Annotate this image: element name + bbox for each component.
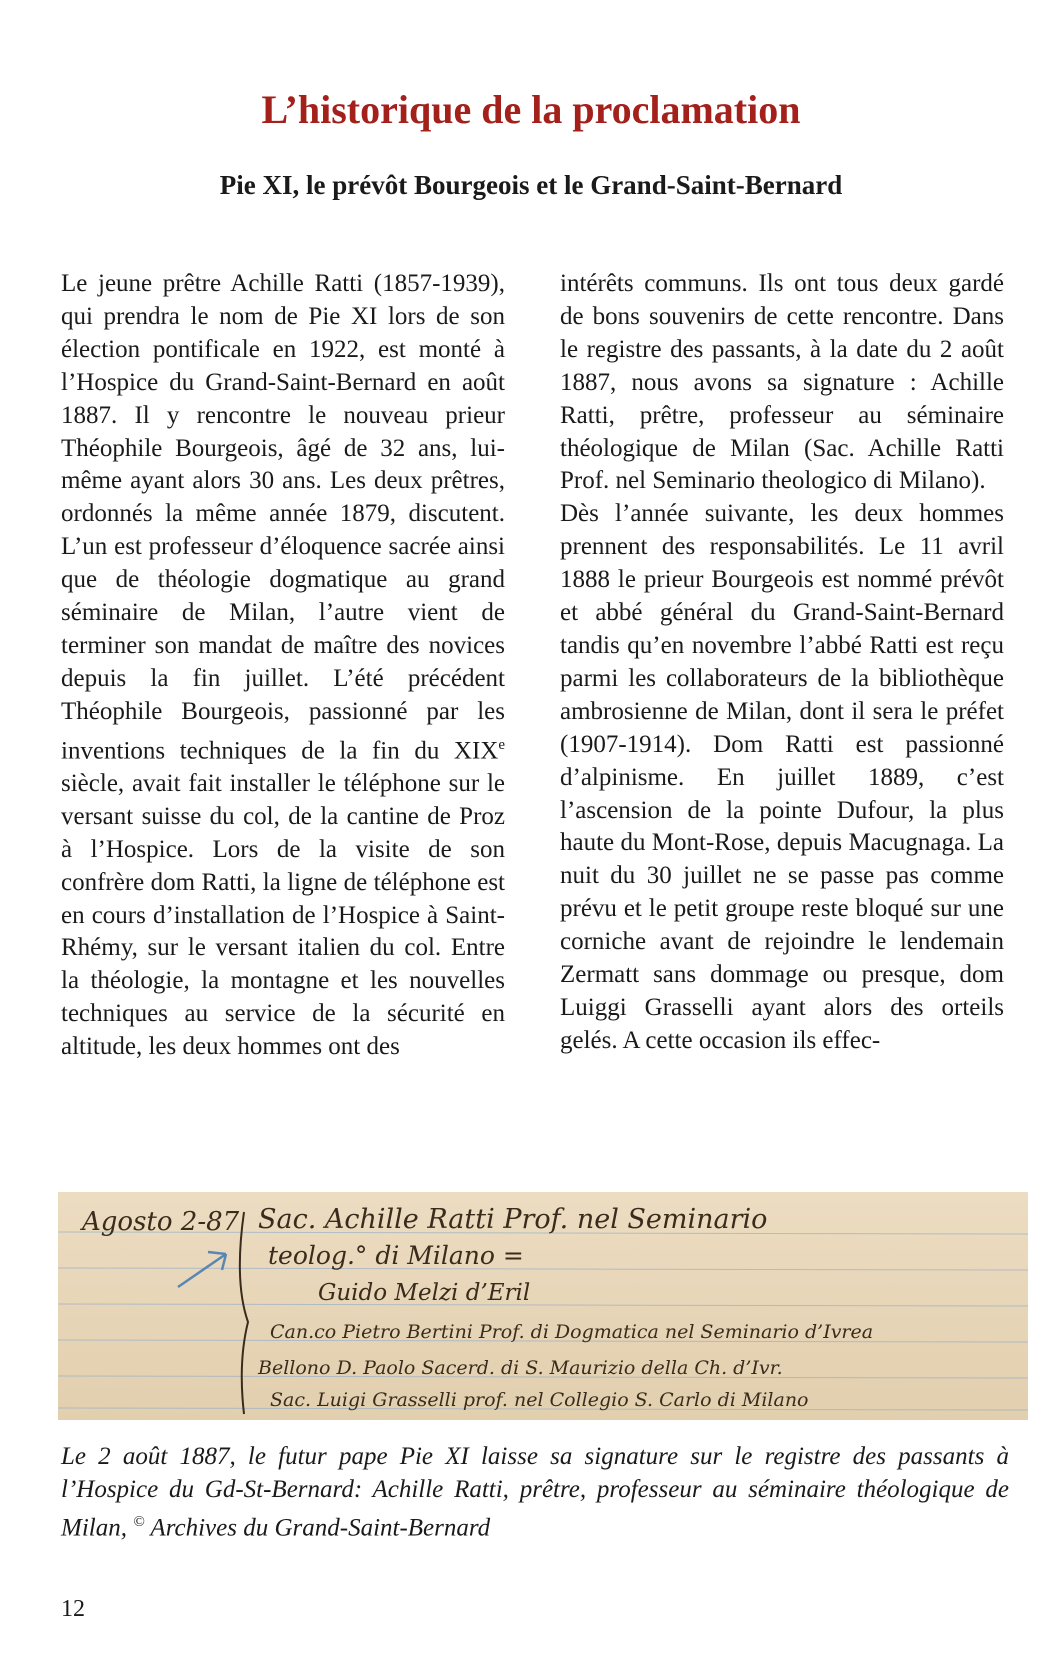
page-number: 12 xyxy=(61,1596,85,1622)
century-superscript: e xyxy=(498,736,506,753)
left-column-paragraph xyxy=(61,268,505,1064)
century-numeral: XIX xyxy=(453,737,499,765)
manuscript-line-3: Guido Melzi d’Eril xyxy=(318,1280,531,1306)
caption-text: Le 2 août 1887, le futur pape Pie XI laisse sa signature sur le registre des passants à l’Hospice du Gd-St-Bernard: Achille Ratti, prêtre, professeur au séminaire théologique de Milan, xyxy=(61,1443,1009,1542)
manuscript-register-image xyxy=(58,1192,1028,1420)
left-column-text-end: siècle, avait fait installer le téléphone sur le versant suisse du col, de la cantine de Proz à l’Hospice. Lors de la visite de son confrère dom Ratti, la ligne de téléphone est en cours d’installation de l’Hospice à Saint-Rhémy, sur le versant italien du col. Entre la théologie, la montagne et les nouvelles techniques au service de la sécurité en altitude, les deux hommes ont des xyxy=(61,769,505,1061)
left-column xyxy=(61,268,505,1064)
manuscript-line-6: Sac. Luigi Grasselli prof. nel Collegio S. Carlo di Milano xyxy=(270,1389,809,1411)
right-column xyxy=(560,268,1004,1058)
page-title: L’historique de la proclamation xyxy=(261,87,801,132)
right-column-paragraph-1: intérêts communs. Ils ont tous deux gardé de bons souvenirs de cette rencontre. Dans le registre des passants, à la date du 2 août 1887, nous avons sa signature : Achille Ratti, prêtre, professeur au séminaire théologique de Milan (Sac. Achille Ratti Prof. nel Seminario theologico di Milano). xyxy=(560,270,1004,495)
manuscript-date: Agosto 2-87 xyxy=(82,1207,240,1237)
caption-credit: Archives du Grand-Saint-Bernard xyxy=(144,1514,491,1542)
right-column-paragraph-2: Dès l’année suivante, les deux hommes prennent des responsabilités. Le 11 avril 1888 le prieur Bourgeois est nommé prévôt et abbé général du Grand-Saint-Bernard tandis qu’en novembre l’abbé Ratti est reçu parmi les collaborateurs de la bibliothèque ambrosienne de Milan, dont il sera le préfet (1907-1914). Dom Ratti est passionné d’alpinisme. En juillet 1889, c’est l’ascension de la pointe Dufour, la plus haute du Mont-Rose, depuis Macugnaga. La nuit du 30 juillet ne se passe pas comme prévu et le petit groupe reste bloqué sur une corniche avant de rejoindre le lendemain Zermatt sans dommage ou presque, dom Luiggi Grasselli ayant alors des orteils gelés. A cette occasion ils effec- xyxy=(560,500,1004,1054)
copyright-symbol: © xyxy=(133,1514,145,1530)
left-column-text: Le jeune prêtre Achille Ratti (1857-1939), qui prendra le nom de Pie XI lors de son élection pontificale en 1922, est monté à l’Hospice du Grand-Saint-Bernard en août 1887. Il y rencontre le nouveau prieur Théophile Bourgeois, âgé de 32 ans, lui-même ayant alors 30 ans. Les deux prêtres, ordonnés la même année 1879, discutent. L’un est professeur d’éloquence sacrée ainsi que de théologie dogmatique au grand séminaire de Milan, l’autre vient de terminer son mandat de maître des novices depuis la fin juillet. L’été précédent Théophile Bourgeois, passionné par les inventions techniques de la fin du xyxy=(61,270,505,765)
manuscript-line-5: Bellono D. Paolo Sacerd. di S. Maurizio della Ch. d’Ivr. xyxy=(258,1357,783,1379)
page-subtitle: Pie XI, le prévôt Bourgeois et le Grand-Saint-Bernard xyxy=(219,170,843,200)
manuscript-line-1: Sac. Achille Ratti Prof. nel Seminario xyxy=(258,1204,768,1235)
image-caption xyxy=(61,1440,1009,1544)
manuscript-line-2: teolog.° di Milano = xyxy=(268,1241,524,1270)
manuscript-svg xyxy=(58,1192,1028,1420)
manuscript-line-4: Can.co Pietro Bertini Prof. di Dogmatica nel Seminario d’Ivrea xyxy=(270,1321,874,1343)
